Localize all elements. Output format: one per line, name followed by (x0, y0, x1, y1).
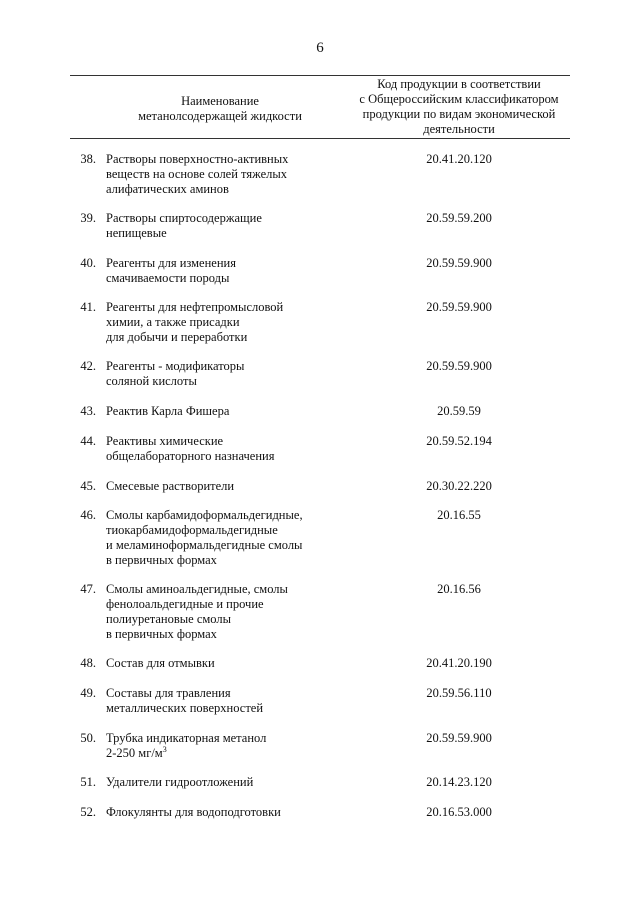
row-code: 20.16.55 (437, 508, 481, 522)
row-name-line: Удалители гидроотложений (106, 775, 254, 789)
row-name-line: фенолоальдегидные и прочие (106, 597, 264, 611)
row-name-line: Реагенты для изменения (106, 256, 236, 270)
row-name-line: полиуретановые смолы (106, 612, 232, 626)
header-code-column (348, 77, 570, 137)
row-code: 20.59.59.900 (426, 300, 492, 314)
row-code: 20.14.23.120 (426, 775, 492, 789)
row-name (106, 404, 356, 419)
row-name-line: веществ на основе солей тяжелых (106, 167, 287, 181)
row-name-line: в первичных формах (106, 627, 217, 641)
page-number: 6 (316, 40, 324, 56)
row-name (106, 211, 356, 241)
row-number: 46. (80, 508, 96, 522)
row-name-line: соляной кислоты (106, 374, 197, 388)
row-name-line: металлических поверхностей (106, 701, 264, 715)
header-name-line: Наименование (181, 94, 259, 108)
row-name-line: Состав для отмывки (106, 656, 215, 670)
row-code: 20.41.20.120 (426, 152, 492, 166)
row-code: 20.16.56 (437, 582, 481, 596)
table-header (70, 75, 570, 139)
row-code: 20.59.59.900 (426, 359, 492, 373)
unit-superscript: 3 (162, 744, 167, 754)
row-number: 44. (80, 434, 96, 448)
row-name-line: Смолы аминоальдегидные, смолы (106, 582, 288, 596)
row-name-line: химии, а также присадки (106, 315, 240, 329)
row-number: 40. (80, 256, 96, 270)
row-name (106, 256, 356, 286)
row-name-line: и меламиноформальдегидные смолы (106, 538, 303, 552)
row-name (106, 359, 356, 389)
row-number: 41. (80, 300, 96, 314)
row-name-line: тиокарбамидоформальдегидные (106, 523, 278, 537)
row-code: 20.16.53.000 (426, 805, 492, 819)
row-code: 20.59.59.900 (426, 256, 492, 270)
row-code: 20.30.22.220 (426, 479, 492, 493)
row-number: 52. (80, 805, 96, 819)
row-name-line: Трубка индикаторная метанол (106, 731, 267, 745)
row-number: 45. (80, 479, 96, 493)
header-name-line: метанолсодержащей жидкости (138, 109, 302, 123)
row-name (106, 775, 356, 790)
header-code-line: Код продукции в соответствии (377, 77, 541, 91)
row-name-line: алифатических аминов (106, 182, 229, 196)
row-name-line: в первичных формах (106, 553, 217, 567)
row-name (106, 479, 356, 494)
header-name-column (130, 94, 310, 124)
row-name (106, 656, 356, 671)
row-name (106, 805, 356, 820)
row-code: 20.59.59 (437, 404, 481, 418)
row-name (106, 582, 356, 642)
row-name-line: Составы для травления (106, 686, 231, 700)
row-number: 38. (80, 152, 96, 166)
row-name (106, 508, 356, 568)
row-number: 48. (80, 656, 96, 670)
row-code: 20.59.56.110 (426, 686, 492, 700)
row-code: 20.59.59.200 (426, 211, 492, 225)
row-name-line: Флокулянты для водоподготовки (106, 805, 281, 819)
row-name-line: для добычи и переработки (106, 330, 248, 344)
row-number: 39. (80, 211, 96, 225)
row-code: 20.41.20.190 (426, 656, 492, 670)
row-name-line: непищевые (106, 226, 167, 240)
row-name (106, 300, 356, 345)
row-number: 49. (80, 686, 96, 700)
row-name (106, 686, 356, 716)
header-code-line: с Общероссийским классификатором (359, 92, 559, 106)
row-name-line: Реагенты - модификаторы (106, 359, 245, 373)
row-name-line (106, 746, 356, 761)
header-code-line: деятельности (423, 122, 495, 136)
row-name-line: Смолы карбамидоформальдегидные, (106, 508, 303, 522)
row-name-line: Растворы спиртосодержащие (106, 211, 262, 225)
row-code: 20.59.52.194 (426, 434, 492, 448)
row-number: 42. (80, 359, 96, 373)
row-name (106, 731, 356, 761)
header-code-line: продукции по видам экономической (362, 107, 556, 121)
row-number: 51. (80, 775, 96, 789)
row-name-line: Смесевые растворители (106, 479, 235, 493)
row-name-line: Реагенты для нефтепромысловой (106, 300, 284, 314)
row-number: 43. (80, 404, 96, 418)
row-name-line: общелабораторного назначения (106, 449, 275, 463)
row-name-line: Реактивы химические (106, 434, 224, 448)
row-number: 50. (80, 731, 96, 745)
row-name (106, 152, 356, 197)
row-name-line: Растворы поверхностно-активных (106, 152, 289, 166)
row-number: 47. (80, 582, 96, 596)
row-name (106, 434, 356, 464)
row-name-text: 2-250 мг/м (106, 746, 163, 760)
row-code: 20.59.59.900 (426, 731, 492, 745)
row-name-line: смачиваемости породы (106, 271, 230, 285)
row-name-line: Реактив Карла Фишера (106, 404, 230, 418)
